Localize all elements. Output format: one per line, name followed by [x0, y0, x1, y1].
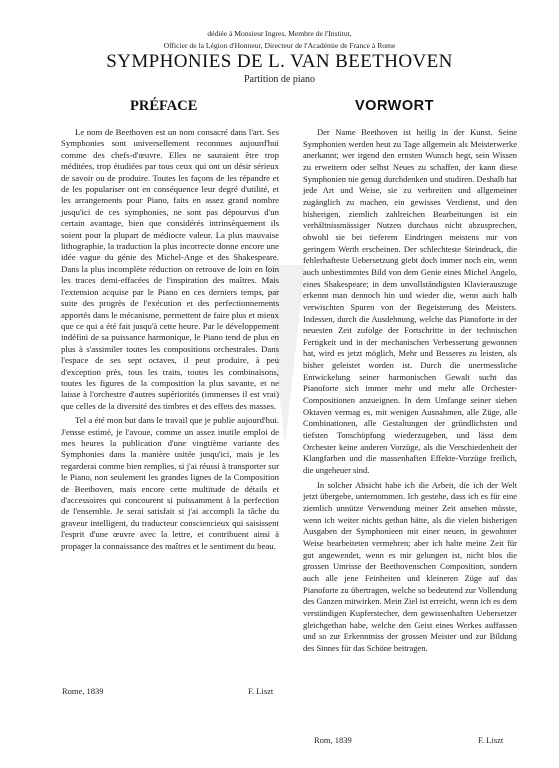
- german-preface-heading: VORWORT: [355, 98, 434, 114]
- french-preface-text: [61, 127, 279, 552]
- page-title: SYMPHONIES DE L. VAN BEETHOVEN: [106, 51, 453, 72]
- german-preface-text: [303, 127, 517, 655]
- french-signature: F. Liszt: [248, 686, 274, 696]
- dedication-line-2: Officier de la Légion d'Honneur, Directeur de l'Académie de France à Rome: [163, 41, 396, 50]
- german-place-date: Rom, 1839: [314, 735, 352, 745]
- french-place-date: Rome, 1839: [62, 686, 104, 696]
- french-preface-heading: PRÉFACE: [130, 98, 198, 114]
- french-paragraph-2: Tel a été mon but dans le travail que je publie aujourd'hui. J'ensse estimé, je l'avoue, comme un assez inutile emploi de mes heures la publication d'une vingtième variante des Symphonies dans la manière usitée jusqu'ici, mais je les regarderai comme bien remplies, si j'ai réussi à transporter sur le Piano, non seulement les grandes lignes de la Composition de Beethoven, mais encore cette multitude de détails et d'accessoires qui concourent si puissamment à la perfection de l'ensemble. Je serai satisfait si j'ai accompli la tâche du graveur intelligent, du traducteur consciencieux qui saisissent l'esprit d'une œuvre avec la lettre, et contribuent ainsi à propager la connaissance des maîtres et le sentiment du beau.: [61, 415, 279, 551]
- dedication-line-1: dédiée à Monsieur Ingres, Membre de l'Institut,: [207, 29, 352, 38]
- german-signature: F. Liszt: [478, 735, 504, 745]
- german-paragraph-2: In solcher Absicht habe ich die Arbeit, die ich der Welt jetzt übergebe, unternommen. Ich gestehe, dass ich es für eine ziemlich unnütze Verwendung meiner Zeit ansehen müsste, wenn ich weiter nichts gethan hätte, als die vielen bisherigen Ausgaben der Symphonieen mit einer neuen, in gewohnter Weise bearbeiteten vermehren; aber ich halte meine Zeit für gut angewendet, wenn es mir gelungen ist, nicht blos die grossen Umrisse der Beethovenschen Composition, sondern auch alle jene Feinheiten und kleineren Züge auf das Pianoforte zu übertragen, welche so bedeutend zur Vollendung des Ganzen mitwirken. Mein Ziel ist erreicht, wenn ich es dem verständigen Kupferstecher, dem gewissenhaften Uebersetzer gleichgethan habe, welche den Geist eines Werkes auffassen und so zur Erkenntniss der grossen Meister und zur Bildung des Sinnes für das Schöne beitragen.: [303, 479, 517, 653]
- page-subtitle: Partition de piano: [243, 74, 316, 85]
- german-paragraph-1: Der Name Beethoven ist heilig in der Kunst. Seine Symphonien werden heut zu Tage allgemein als Meisterwerke anerkannt; wer irgend den ernsten Wunsch hegt, sein Wissen zu erweitern oder selbst Neues zu schaffen, der kann diese Symphonien nie genug durchdenken und studiren. Deshalb hat jede Art und Weise, sie zu verbreiten und allgemeiner zugänglich zu machen, ein gewisses Verdienst, und den bisherigen, ziemlich zahlreichen Bearbeitungen ist ein verhältnissmässiger Nutzen durchaus nicht abzusprechen, obwohl sie bei tieferem Eindringen meistens nur von geringem Werth erscheinen. Der schlechteste Steindruck, die fehlerhafteste Uebersetzung giebt doch immer noch ein, wenn auch unbestimmtes Bild von dem Genie eines Michel Angelo, eines Shakespeare; in dem unvollständigsten Klavierauszuge erkennt man dennoch hin und wieder die, wenn auch halb verwischten Spuren von der Begeisterung des Meisters. Indessen, durch die Ausdehnung, welche das Pianoforte in der neuesten Zeit zufolge der Fortschritte in der technischen Fertigkeit und in der mechanischen Verbesserung gewonnen hat, wird es jetzt möglich, Mehr und Besseres zu leisten, als bisher geleistet worden ist. Durch die unermessliche Entwickelung seiner harmonischen Gewalt sucht das Pianoforte sich immer mehr und mehr alle Orchester-Compositionen anzueignen. In dem Umfange seiner sieben Oktaven vermag es, mit wenigen Ausnahmen, alle Züge, alle Combinationen, alle Gestaltungen der gründlichsten und tiefsten Tonschöpfung wiederzugeben, und lässt dem Orchester keine anderen Vorzüge, als die Verschiedenheit der Klangfarben und die massenhaften Effekte-Vorzüge freilich, die ungeheuer sind.: [303, 127, 517, 476]
- french-paragraph-1: Le nom de Beethoven est un nom consacré dans l'art. Ses Symphonies sont universellement reconnues aujourd'hui comme des chefs-d'œuvre. Elles ne sauraient être trop méditées, trop étudiées par tous ceux qui ont un désir sérieux de savoir ou de produire. Toutes les façons de les répandre et de les populariser ont en conséquence leur degré d'utilité, et les arrangements pour Piano, faits en assez grand nombre jusqu'ici de ces symphonies, ne sont pas dépourvus d'un certain avantage, bien que considérés intrinsèquement ils soient pour la plupart de médiocre valeur. La plus mauvaise lithographie, la traduction la plus incorrecte donne encore une idée vague du génie des Michel-Ange et des Shakespeare. Dans la plus incomplète réduction on retrouve de loin en loin les traces demi-effacées de l'inspiration des maîtres. Mais l'extension acquise par le Piano en ces derniers temps, par suite des progrès de l'exécution et des perfectionnements apportés dans le mécanisme, permettent de faire plus et mieux que ce qui a été fait jusqu'à cette heure. Par le développement indéfini de sa puissance harmonique, le Piano tend de plus en plus à s'assimiler toutes les compositions orchestrales. Dans l'espace de ses sept octaves, il peut produire, à peu d'exception près, tous les traits, toutes les combinaisons, toutes les figures de la composition la plus savante, et ne laisse à l'orchestre d'autres supériorités (immenses il est vrai) que celles de la diversité des timbres et des effets des masses.: [61, 127, 279, 411]
